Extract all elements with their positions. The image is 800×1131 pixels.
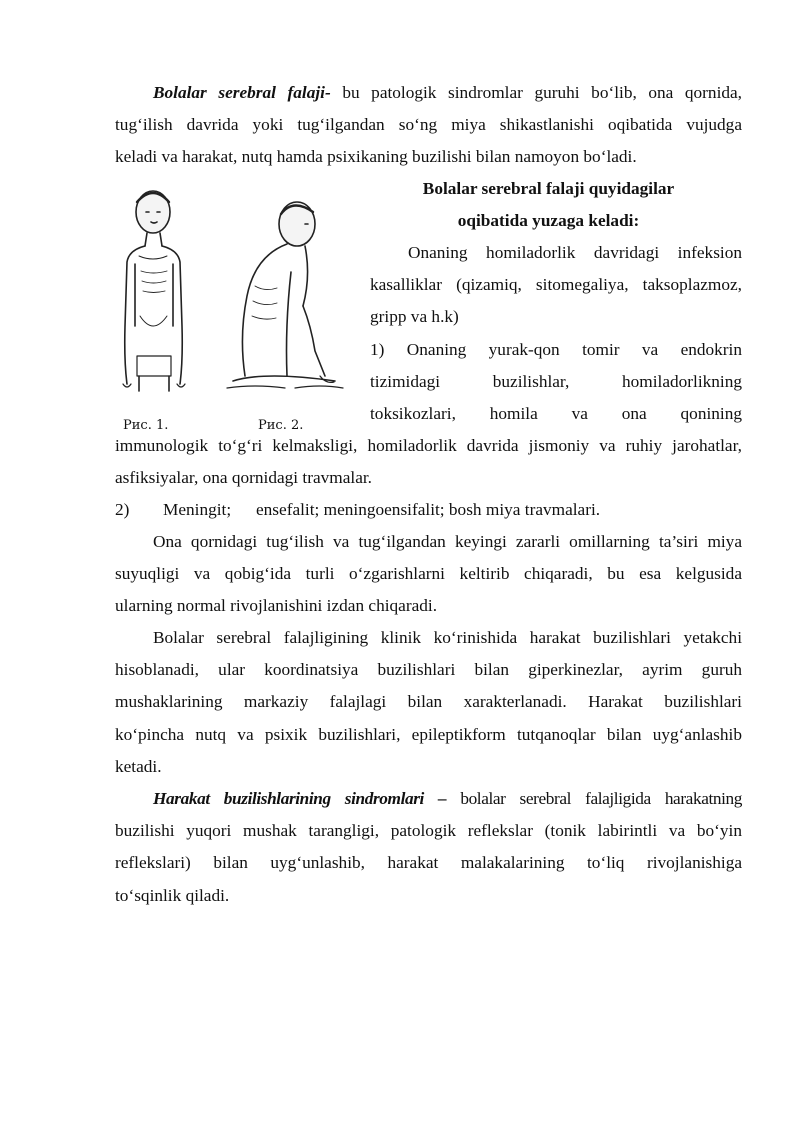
continuation-paragraph <box>115 430 742 494</box>
heading-line-1: Bolalar serebral falaji quyidagilar <box>422 179 675 198</box>
figure-caption-2: Рис. 2. <box>258 418 304 433</box>
continuation-line-1: immunologik to‘g‘ri kelmaksligi, homiladorlik davrida jismoniy va ruhiy jarohatlar, <box>115 436 742 455</box>
intrauterine-line-1: Ona qornidagi tug‘ilish va tug‘ilgandan keyingi zararli omillarning ta’siri miya <box>153 532 742 551</box>
list-item-part-1: Meningit; <box>163 500 232 519</box>
intro-term: Bolalar serebral falaji- <box>153 83 331 102</box>
intrauterine-paragraph <box>115 526 742 623</box>
clinical-line-5: ketadi. <box>115 756 162 776</box>
syndromes-line-1: Harakat buzilishlarining sindromlari – bolalar serebral falajligida harakatning <box>153 789 742 808</box>
side-line-5: tizimidagi buzilishlar, homiladorlikning <box>370 371 742 391</box>
clinical-line-1: Bolalar serebral falajligining klinik ko‘rinishida harakat buzilishlari yetakchi <box>153 628 742 647</box>
intro-paragraph <box>115 77 742 174</box>
syndromes-paragraph <box>115 783 742 912</box>
syndromes-line-3: reflekslari) bilan uyg‘unlashib, harakat malakalarining to‘liq rivojlanishiga <box>115 853 742 873</box>
clinical-line-4: ko‘pincha nutq va psixik buzilishlari, epileptikform tutqanoqlar bilan uyg‘anlashib <box>115 724 742 744</box>
intro-line-2: tug‘ilish davrida yoki tug‘ilgandan so‘ng miya shikastlanishi oqibatida vujudga <box>115 115 742 135</box>
clinical-line-2: hisoblanadi, ular koordinatsiya buzilishlari bilan giperkinezlar, ayrim guruh <box>115 660 742 680</box>
side-text-block <box>370 237 742 430</box>
list-item-number: 2) <box>115 500 130 519</box>
clinical-line-3: mushaklarining markaziy falajlagi bilan xarakterlanadi. Harakat buzilishlari <box>115 692 742 712</box>
section-heading <box>355 173 742 237</box>
side-line-4: 1) Onaning yurak-qon tomir va endokrin <box>370 339 742 359</box>
list-item-2 <box>115 494 742 526</box>
illustration-figure <box>115 176 355 434</box>
side-line-6: toksikozlari, homila va ona qonining <box>370 404 742 424</box>
syndromes-line-4: to‘sqinlik qiladi. <box>115 885 230 905</box>
side-line-1: Onaning homiladorlik davridagi infeksion <box>408 243 742 262</box>
child-illustration-image <box>115 176 355 434</box>
syndromes-term: Harakat buzilishlarining sindromlari – <box>153 789 447 808</box>
figure-caption-1: Рис. 1. <box>123 418 169 433</box>
intro-line-1: Bolalar serebral falaji- bu patologik sindromlar guruhi bo‘lib, ona qornida, <box>153 83 742 102</box>
syndromes-line-2: buzilishi yuqori mushak tarangligi, patologik reflekslar (tonik labirintli va bo‘yin <box>115 821 742 841</box>
list-item-part-2: ensefalit; meningoensifalit; bosh miya travmalari. <box>256 500 601 519</box>
intrauterine-line-2: suyuqligi va qobig‘ida turli o‘zgarishlarni keltirib chiqaradi, bu esa kelgusida <box>115 564 742 584</box>
heading-line-2: oqibatida yuzaga keladi: <box>457 211 640 231</box>
side-line-2: kasalliklar (qizamiq, sitomegaliya, taksoplazmoz, <box>370 275 742 295</box>
intro-line-3: keladi va harakat, nutq hamda psixikaning buzilishi bilan namoyon bo‘ladi. <box>115 147 637 167</box>
clinical-paragraph <box>115 622 742 783</box>
intrauterine-line-3: ularning normal rivojlanishini izdan chiqaradi. <box>115 596 438 616</box>
side-line-3: gripp va h.k) <box>370 307 459 327</box>
continuation-line-2: asfiksiyalar, ona qornidagi travmalar. <box>115 468 372 488</box>
